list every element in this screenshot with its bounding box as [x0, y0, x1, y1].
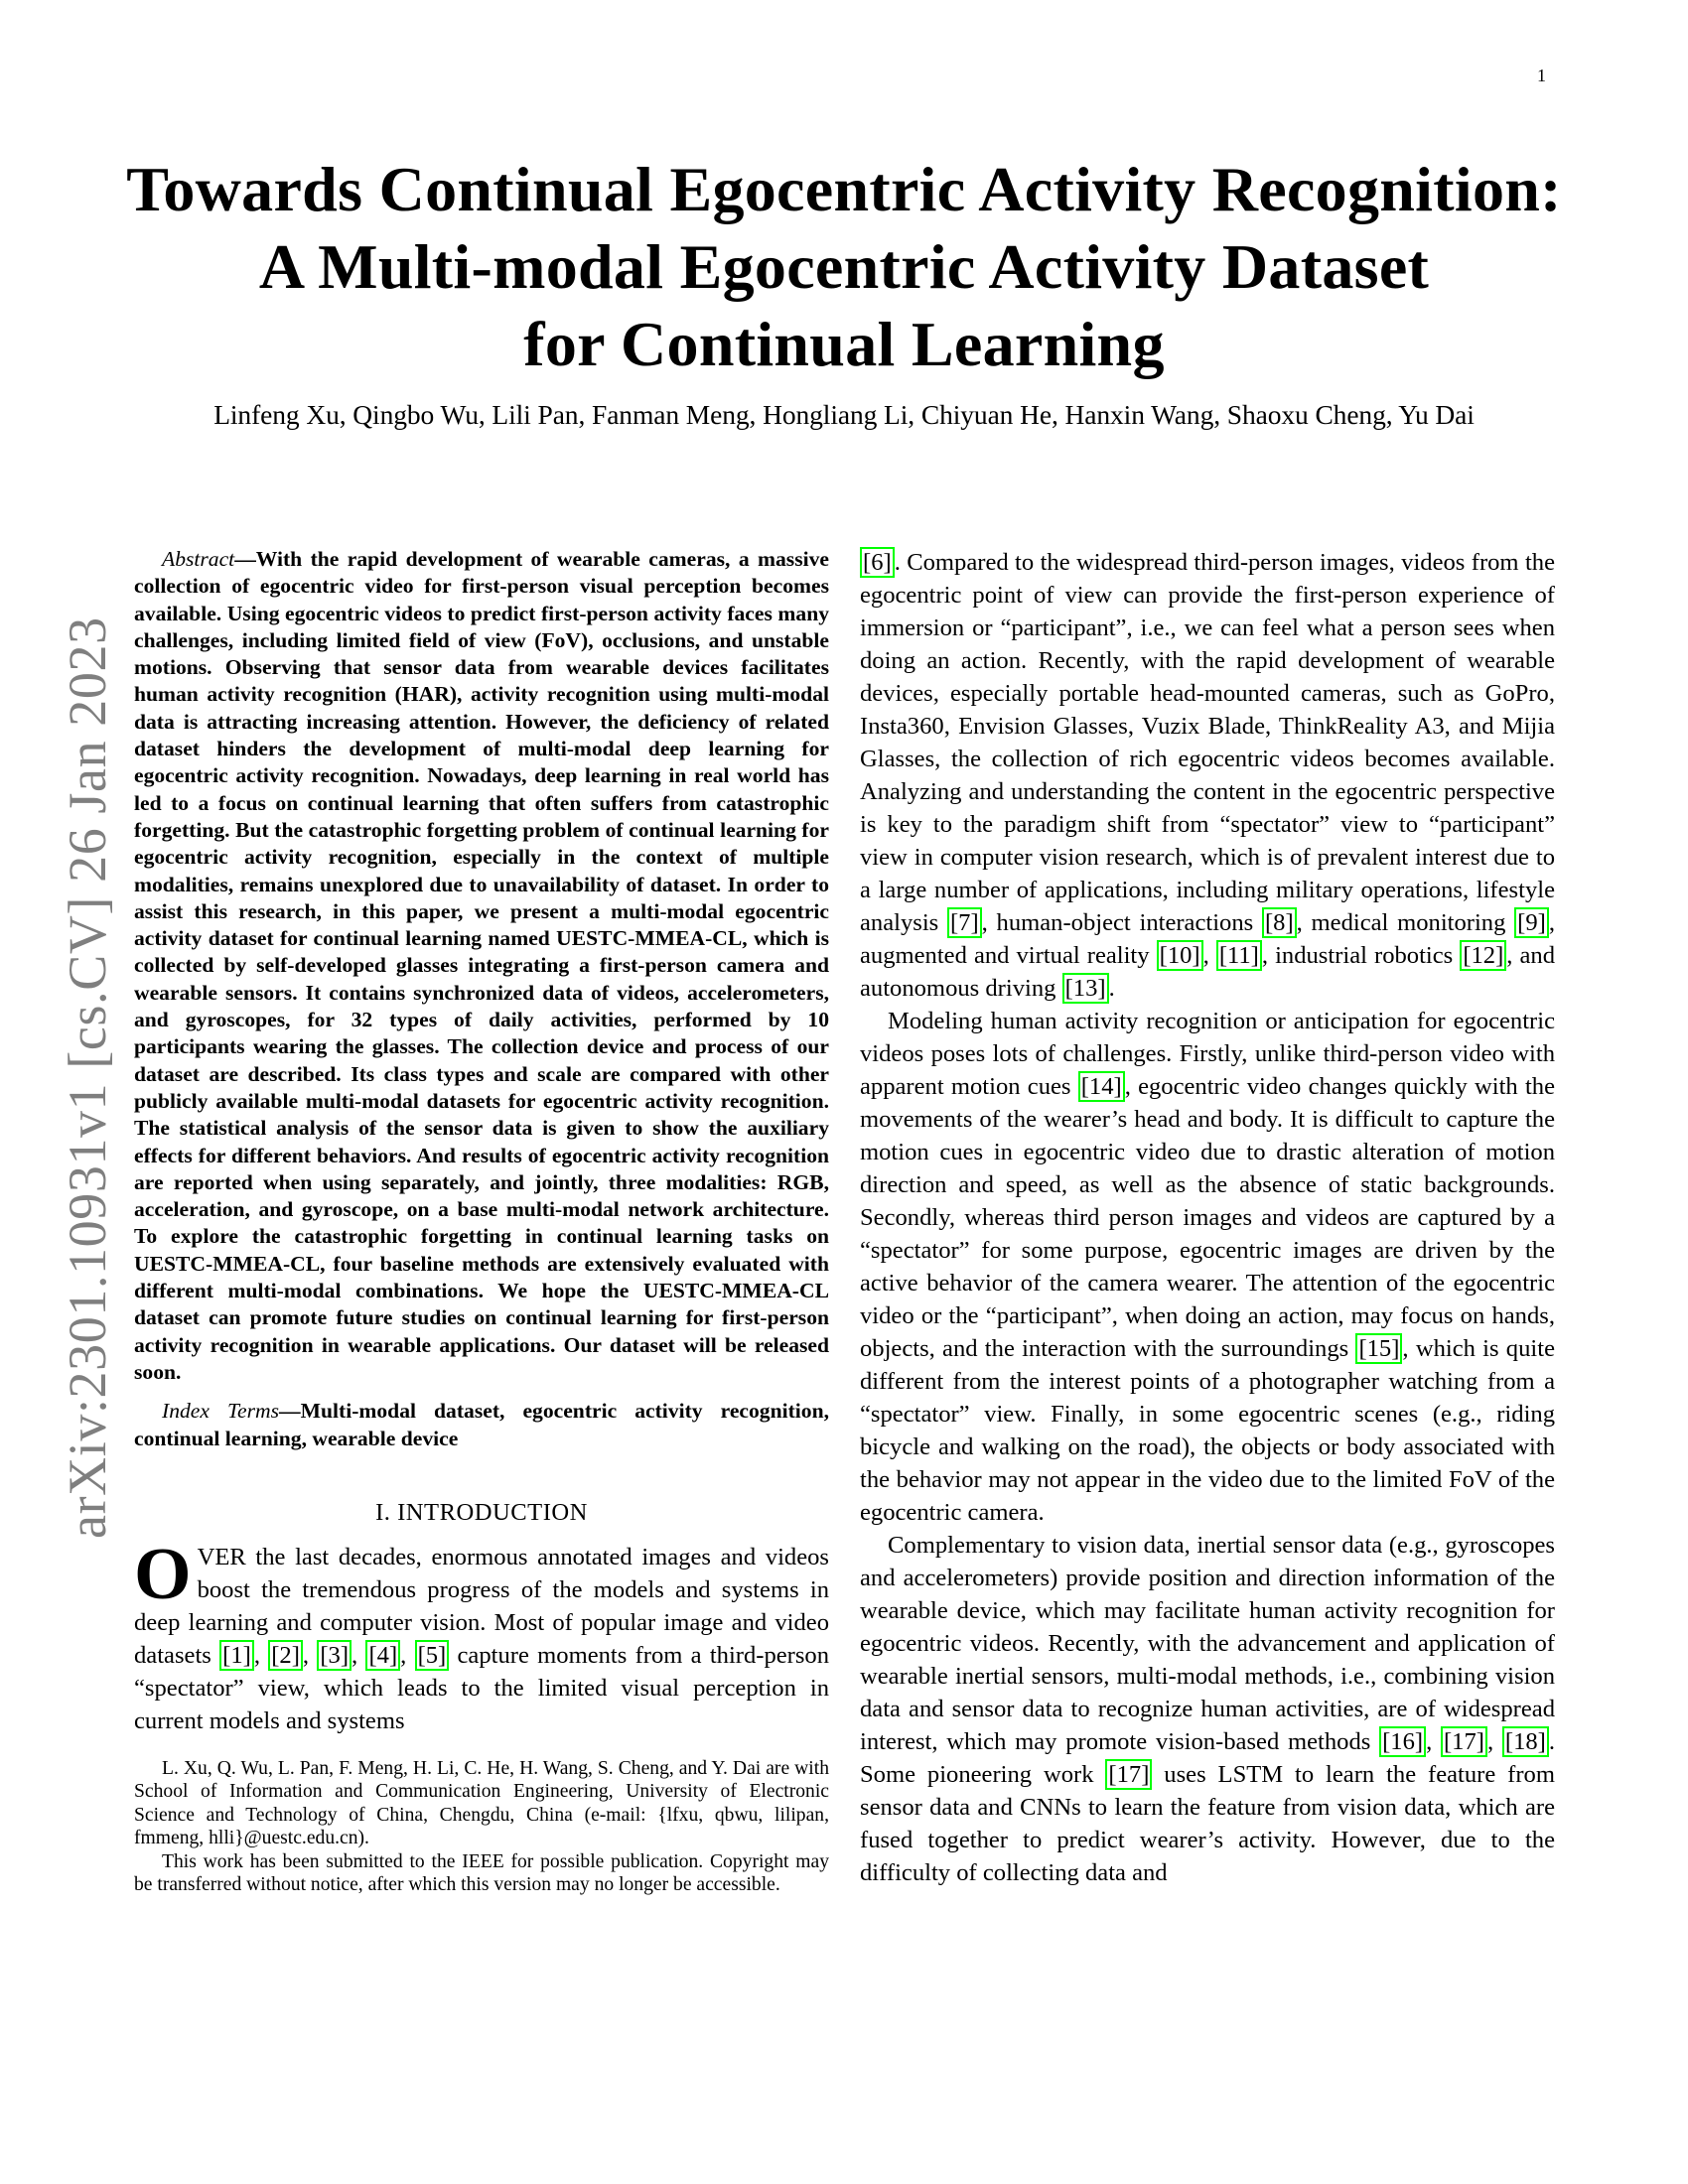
paragraph-text: , which is quite different from the interest points of a photographer watching from a “spectator” view. Finally, in some egocentric scenes (e.g., riding bicycle and walking on the road), the objects or body associated with the behavior may not appear in the video due to the limited FoV of the egocentric camera.: [860, 1335, 1555, 1526]
citation-link[interactable]: [4]: [365, 1640, 400, 1671]
citation-link[interactable]: [5]: [415, 1640, 450, 1671]
citation-link[interactable]: [17]: [1105, 1759, 1152, 1790]
paragraph-text: Modeling human activity recognition or anticipation for egocentric videos poses lots of challenges. Firstly, unlike third-person video with apparent motion cues: [860, 1008, 1555, 1100]
citation-link[interactable]: [6]: [860, 547, 895, 578]
paragraph-text: , human-object interactions: [981, 909, 1262, 936]
paragraph-text: , and autonomous driving: [860, 942, 1556, 1002]
paper-title: [99, 151, 1589, 383]
paragraph-text: , industrial robotics: [1261, 942, 1461, 969]
index-terms: [134, 1398, 829, 1452]
citation-link[interactable]: [1]: [219, 1640, 254, 1671]
citation-link[interactable]: [12]: [1460, 940, 1506, 971]
citation-link[interactable]: [3]: [317, 1640, 352, 1671]
abstract-text: With the rapid development of wearable cameras, a massive collection of egocentric video for first-person visual perception becomes available. Using egocentric videos to predict first-person activity faces many challenges, including limited field of view (FoV), occlusions, and unstable motions. Observing that sensor data from wearable devices facilitates human activity recognition (HAR), activity recognition using multi-modal data is attracting increasing attention. However, the deficiency of related dataset hinders the development of multi-modal deep learning for egocentric activity recognition. Nowadays, deep learning in real world has led to a focus on continual learning that often suffers from catastrophic forgetting. But the catastrophic forgetting problem of continual learning for egocentric activity recognition, especially in the context of multiple modalities, remains unexplored due to unavailability of dataset. In order to assist this research, in this paper, we present a multi-modal egocentric activity dataset for continual learning named UESTC-MMEA-CL, which is collected by self-developed glasses integrating a first-person camera and wearable sensors. It contains synchronized data of videos, accelerometers, and gyroscopes, for 32 types of daily activities, performed by 10 participants wearing the glasses. The collection device and process of our dataset are described. Its class types and scale are compared with other publicly available multi-modal datasets for egocentric activity recognition. The statistical analysis of the sensor data is given to show the auxiliary effects for different behaviors. And results of egocentric activity recognition are reported when using separately, and jointly, three modalities: RGB, acceleration, and gyroscope, on a base multi-modal network architecture. To explore the catastrophic forgetting in continual learning tasks on UESTC-MMEA-CL, four baseline methods are extensively evaluated with different multi-modal combinations. We hope the UESTC-MMEA-CL dataset can promote future studies on continual learning for first-person activity recognition in wearable applications. Our dataset will be released soon.: [134, 547, 829, 1384]
citation-link[interactable]: [10]: [1157, 940, 1203, 971]
section-heading-introduction: [134, 1496, 829, 1529]
index-terms-label: Index Terms: [162, 1399, 280, 1424]
paragraph-text: , medical monitoring: [1296, 909, 1515, 936]
paragraph-text: , augmented and virtual reality: [860, 909, 1555, 969]
paragraph-text: ,: [1426, 1728, 1441, 1755]
citation-link[interactable]: [7]: [947, 907, 982, 938]
left-column: [134, 546, 829, 1897]
citation-link[interactable]: [18]: [1502, 1726, 1549, 1757]
paragraph-text: ,: [400, 1641, 415, 1669]
body-paragraph: [860, 1529, 1555, 1889]
arxiv-identifier-stamp: arXiv:2301.10931v1 [cs.CV] 26 Jan 2023: [58, 616, 117, 1539]
footnotes: [134, 1757, 829, 1897]
paragraph-text: ,: [253, 1641, 269, 1669]
citation-link[interactable]: [17]: [1441, 1726, 1487, 1757]
abstract-label: Abstract: [162, 547, 235, 571]
abstract: [134, 546, 829, 1386]
author-list: Linfeng Xu, Qingbo Wu, Lili Pan, Fanman Meng, Hongliang Li, Chiyuan He, Hanxin Wang, Shaoxu Cheng, Yu Dai: [213, 399, 1475, 430]
paragraph-text: ,: [352, 1641, 366, 1669]
body-paragraph: [860, 1005, 1555, 1529]
citation-link[interactable]: [13]: [1062, 973, 1109, 1004]
body-paragraph: [860, 546, 1555, 1005]
paragraph-text: ,: [1486, 1728, 1502, 1755]
paragraph-text: . Some pioneering work: [860, 1728, 1556, 1788]
citation-link[interactable]: [8]: [1262, 907, 1297, 938]
citation-link[interactable]: [14]: [1078, 1071, 1125, 1102]
paragraph-text: . Compared to the widespread third-person images, videos from the egocentric point of view can provide the first-person experience of immersion or “participant”, i.e., we can feel what a person sees when doing an action. Recently, with the rapid development of wearable devices, especially portable head-mounted cameras, such as GoPro, Insta360, Envision Glasses, Vuzix Blade, ThinkReality A3, and Mijia Glasses, the collection of rich egocentric videos becomes available. Analyzing and understanding the content in the egocentric perspective is key to the paradigm shift from “spectator” view to “participant” view in computer vision research, which is of prevalent interest due to a large number of applications, including military operations, lifestyle analysis: [860, 549, 1555, 936]
paragraph-text: capture moments from a third-person “spectator” view, which leads to the limited visual perception in current models and systems: [134, 1641, 830, 1734]
citation-link[interactable]: [9]: [1514, 907, 1549, 938]
paragraph-text: ,: [302, 1641, 318, 1669]
citation-link[interactable]: [2]: [268, 1640, 303, 1671]
footnote-submission: This work has been submitted to the IEEE for possible publication. Copyright may be transferred without notice, after which this version may no longer be accessible.: [134, 1850, 829, 1896]
citation-link[interactable]: [15]: [1355, 1333, 1402, 1364]
paragraph-text: uses LSTM to learn the feature from sensor data and CNNs to learn the feature from vision data, which are fused together to predict wearer’s activity. However, due to the difficulty of collecting data and: [860, 1761, 1555, 1886]
footnote-affiliation: L. Xu, Q. Wu, L. Pan, F. Meng, H. Li, C. He, H. Wang, S. Cheng, and Y. Dai are with School of Information and Communication Engineering, University of Electronic Science and Technology of China, Chengdu, China (e-mail: {lfxu, qbwu, lilipan, fmmeng, hlli}@uestc.edu.cn).: [134, 1757, 829, 1849]
paragraph-text: Complementary to vision data, inertial sensor data (e.g., gyroscopes and accelerometers) provide position and direction information of the wearable device, which may facilitate human activity recognition for egocentric videos. Recently, with the advancement and application of wearable inertial sensors, multi-modal methods, i.e., combining vision data and sensor data to recognize human activities, are of widespread interest, which may promote vision-based methods: [860, 1532, 1555, 1755]
paragraph-text: ,: [1202, 942, 1216, 969]
drop-cap: O: [134, 1533, 192, 1615]
paragraph-text: VER the last decades, enormous annotated images and videos boost the tremendous progress of the models and systems in deep learning and computer vision. Most of popular image and video datasets: [134, 1543, 829, 1669]
citation-link[interactable]: [16]: [1379, 1726, 1426, 1757]
title-line: A Multi-modal Egocentric Activity Dataset: [258, 231, 1430, 302]
section-first-letter: I: [397, 1498, 406, 1526]
title-line: for Continual Learning: [523, 309, 1165, 379]
section-title-rest: NTRODUCTION: [405, 1498, 588, 1526]
section-numeral: I.: [375, 1498, 398, 1526]
citation-link[interactable]: [11]: [1216, 940, 1262, 971]
right-column: [860, 546, 1555, 1889]
title-line: Towards Continual Egocentric Activity Recognition:: [126, 154, 1562, 224]
paragraph-text: , egocentric video changes quickly with the movements of the wearer’s head and body. It is difficult to capture the motion cues in egocentric video due to drastic alteration of motion direction and speed, as well as the absence of static backgrounds. Secondly, whereas third person images and videos are captured by a “spectator” for some purpose, egocentric images are driven by the active behavior of the camera wearer. The attention of the egocentric video or the “participant”, when doing an action, may focus on hands, objects, and the interaction with the surroundings: [860, 1073, 1555, 1362]
index-terms-text: Multi-modal dataset, egocentric activity recognition, continual learning, wearable device: [134, 1399, 829, 1450]
intro-paragraph: [134, 1533, 830, 1737]
page-number: 1: [1537, 66, 1546, 85]
paragraph-text: .: [1108, 975, 1115, 1002]
index-terms-dash: —: [279, 1399, 301, 1424]
abstract-dash: —: [234, 547, 256, 571]
